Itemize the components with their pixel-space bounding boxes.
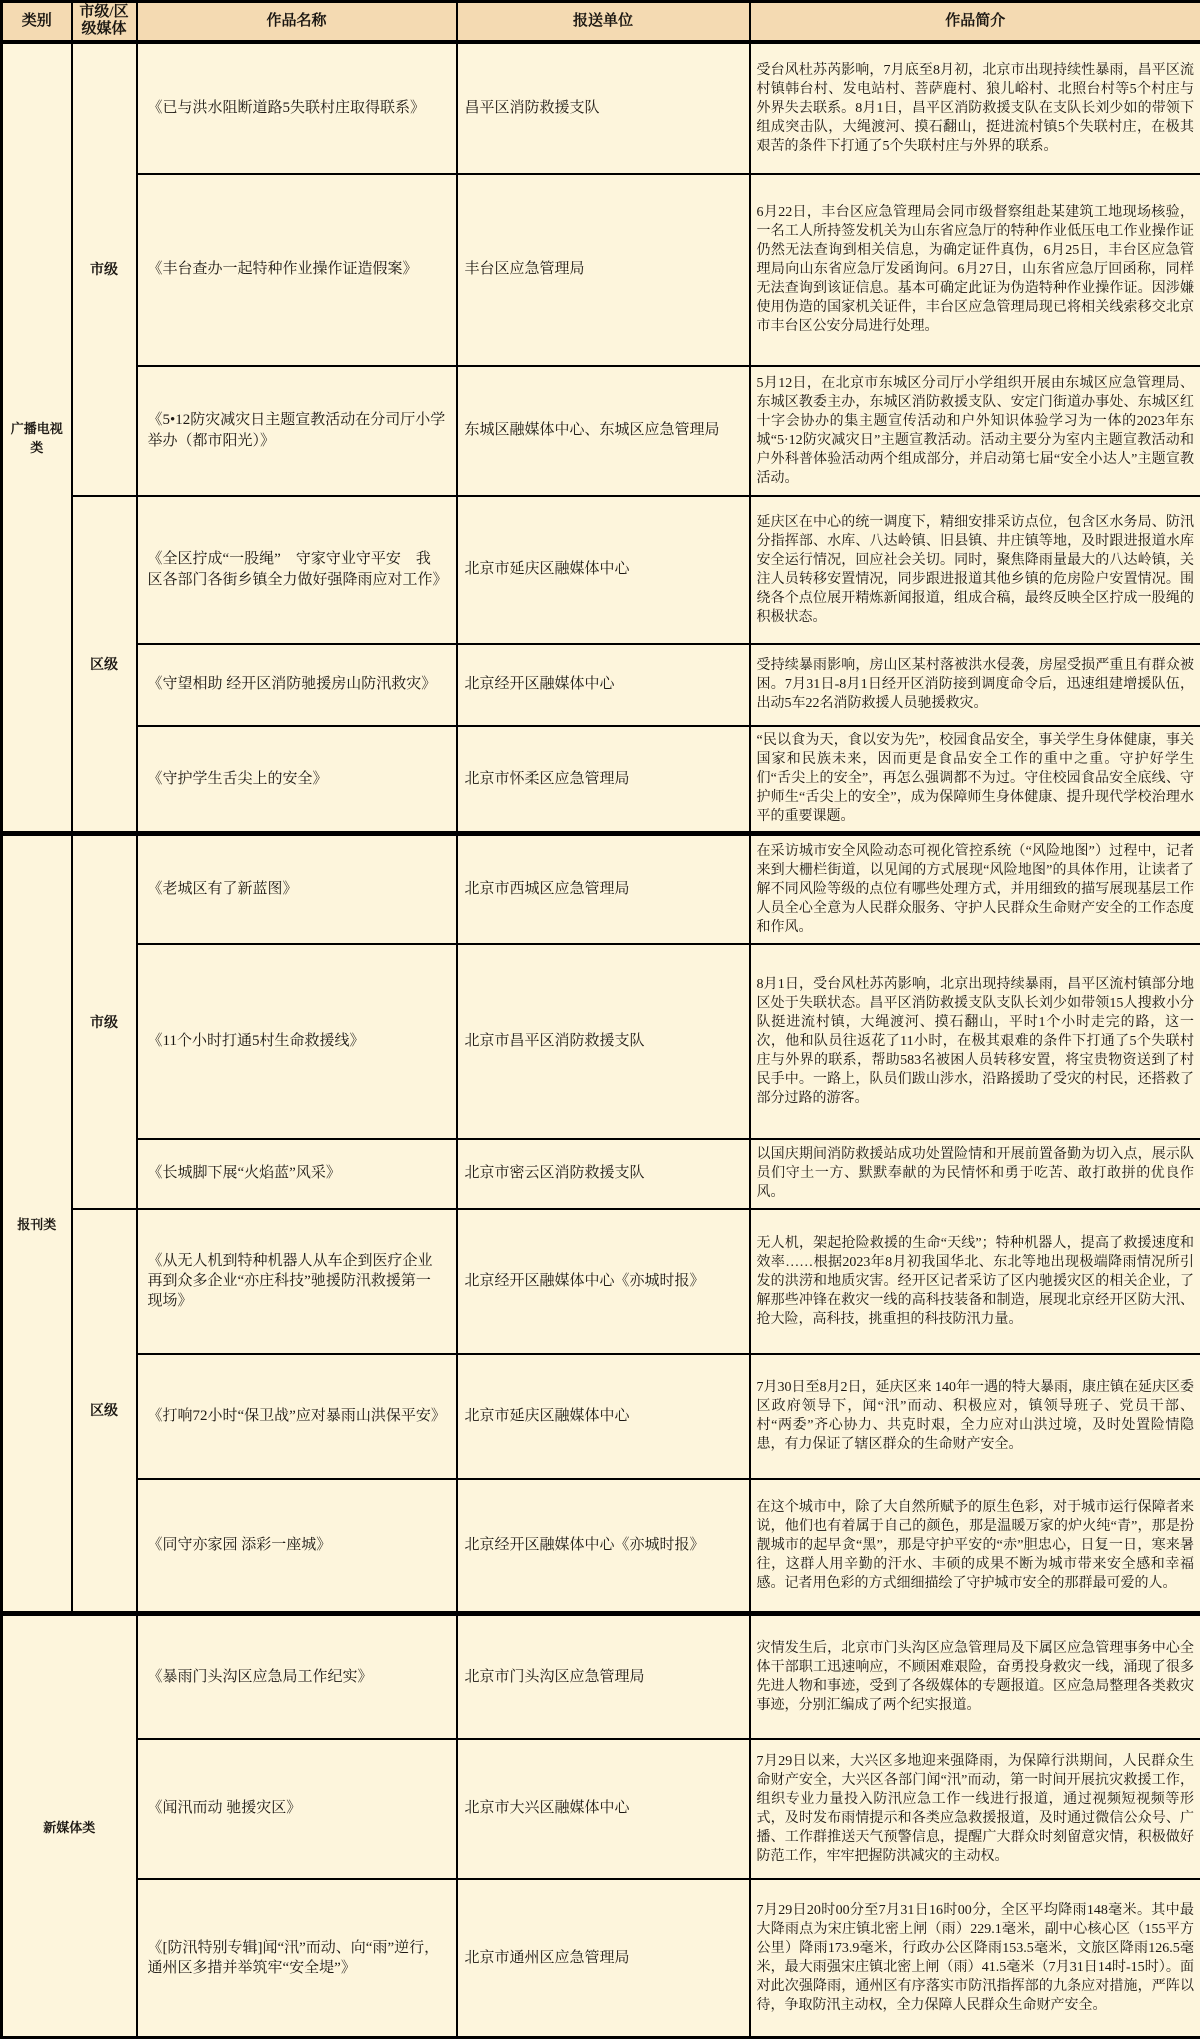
col-header-category: 类别 — [2, 2, 72, 42]
table-row — [2, 496, 1200, 644]
table-row — [2, 834, 1200, 944]
unit-cell: 北京市密云区消防救援支队 — [457, 1139, 750, 1209]
work-title-cell: 《[防汛特别专辑]闻“汛”而动、向“雨”逆行，通州区多措并举筑牢“安全堤”》 — [137, 1879, 457, 2038]
summary-cell: 7月30日至8月2日，延庆区来 140年一遇的特大暴雨，康庄镇在延庆区委区政府领导下，闻“汛”而动、积极应对，镇领导班子、党员干部、村“两委”齐心协力、共克时艰，全力应对山洪过境，及时处置险情隐患，有力保证了辖区群众的生命财产安全。 — [750, 1354, 1200, 1479]
unit-cell: 北京市门头沟区应急管理局 — [457, 1614, 750, 1739]
summary-cell: 无人机，架起抢险救援的生命“天线”；特种机器人，提高了救援速度和效率……根据2023年8月初我国华北、东北等地出现极端降雨情况所引发的洪涝和地质灾害。经开区记者采访了区内驰援灾区的相关企业，了解那些冲锋在救灾一线的高科技装备和制造，展现北京经开区防大汛、抢大险，高科技，挑重担的科技防汛力量。 — [750, 1209, 1200, 1354]
table-row — [2, 1354, 1200, 1479]
category-cell-broadcast: 广播电视类 — [2, 42, 72, 834]
table-row — [2, 726, 1200, 834]
work-title-cell: 《闻汛而动 驰援灾区》 — [137, 1739, 457, 1879]
work-title-cell: 《守护学生舌尖上的安全》 — [137, 726, 457, 834]
table-row — [2, 1479, 1200, 1614]
summary-cell: 8月1日，受台风杜苏芮影响，北京出现持续暴雨，昌平区流村镇部分地区处于失联状态。昌平区消防救援支队支队长刘少如带领15人搜救小分队挺进流村镇，大绳渡河、摸石翻山，平时1个小时走完的路，这一次，他和队员往返花了11小时，在极其艰难的条件下打通了5个失联村庄与外界的联系，帮助583名被困人员转移安置，将宝贵物资送到了村民手中。一路上，队员们跋山涉水，沿路援助了受灾的村民，还搭救了部分过路的游客。 — [750, 944, 1200, 1139]
level-cell-city: 市级 — [72, 834, 137, 1209]
work-title-cell: 《同守亦家园 添彩一座城》 — [137, 1479, 457, 1614]
table-row — [2, 366, 1200, 496]
level-cell-district: 区级 — [72, 1209, 137, 1614]
work-title-cell: 《暴雨门头沟区应急局工作纪实》 — [137, 1614, 457, 1739]
summary-cell: 在采访城市安全风险动态可视化管控系统（“风险地图”）过程中，记者来到大栅栏街道，以见闻的方式展现“风险地图”的具体作用，让读者了解不同风险等级的点位有哪些处理方式，并用细致的描写展现基层工作人员全心全意为人民群众服务、守护人民群众生命财产安全的工作态度和作风。 — [750, 834, 1200, 944]
table-row — [2, 1209, 1200, 1354]
category-cell-new-media: 新媒体类 — [2, 1614, 137, 2038]
work-title-cell: 《长城脚下展“火焰蓝”风采》 — [137, 1139, 457, 1209]
summary-cell: 受台风杜苏芮影响，7月底至8月初，北京市出现持续性暴雨，昌平区流村镇韩台村、发电站村、菩萨鹿村、狼儿峪村、北照台村等5个村庄与外界失去联系。8月1日，昌平区消防救援支队在支队长刘少如的带领下组成突击队，大绳渡河、摸石翻山，挺进流村镇5个失联村庄，在极其艰苦的条件下打通了5个失联村庄与外界的联系。 — [750, 42, 1200, 174]
unit-cell: 丰台区应急管理局 — [457, 174, 750, 366]
table-row — [2, 944, 1200, 1139]
summary-cell: 延庆区在中心的统一调度下，精细安排采访点位，包含区水务局、防汛分指挥部、水库、八达岭镇、旧县镇、井庄镇等地，及时跟进报道水库安全运行情况，回应社会关切。同时，聚焦降雨量最大的八达岭镇，关注人员转移安置情况，同步跟进报道其他乡镇的危房险户安置情况。围绕各个点位展开精炼新闻报道，组成合稿，最终反映全区拧成一股绳的积极状态。 — [750, 496, 1200, 644]
summary-cell: 受持续暴雨影响，房山区某村落被洪水侵袭，房屋受损严重且有群众被困。7月31日-8月1日经开区消防接到调度命令后，迅速组建增援队伍，出动5车22名消防救援人员驰援救灾。 — [750, 644, 1200, 726]
category-cell-press: 报刊类 — [2, 834, 72, 1614]
header-row — [2, 2, 1200, 42]
summary-cell: 灾情发生后，北京市门头沟区应急管理局及下属区应急管理事务中心全体干部职工迅速响应，不顾困难艰险，奋勇投身救灾一线，涌现了很多先进人物和事迹，受到了各级媒体的专题报道。区应急局整理各类救灾事迹，分别汇编成了两个纪实报道。 — [750, 1614, 1200, 1739]
col-header-media-level: 市级/区级媒体 — [72, 2, 137, 42]
unit-cell: 北京经开区融媒体中心 — [457, 644, 750, 726]
table-row — [2, 644, 1200, 726]
unit-cell: 北京市西城区应急管理局 — [457, 834, 750, 944]
unit-cell: 昌平区消防救援支队 — [457, 42, 750, 174]
summary-cell: 在这个城市中，除了大自然所赋予的原生色彩，对于城市运行保障者来说，他们也有着属于自己的颜色，那是温暖万家的炉火纯“青”，那是扮靓城市的起早贪“黑”，那是守护平安的“赤”胆忠心，日复一日，寒来暑往，这群人用辛勤的汗水、丰硕的成果不断为城市带来安全感和幸福感。记者用色彩的方式细细描绘了守护城市安全的那群最可爱的人。 — [750, 1479, 1200, 1614]
summary-cell: 5月12日，在北京市东城区分司厅小学组织开展由东城区应急管理局、东城区教委主办，东城区消防救援支队、安定门街道办事处、东城区红十字会协办的集主题宣传活动和户外知识体验学习为一体的2023年东城“5·12防灾减灾日”主题宣教活动。活动主要分为室内主题宣教活动和户外科普体验活动两个组成部分，并启动第七届“安全小达人”主题宣教活动。 — [750, 366, 1200, 496]
unit-cell: 北京市怀柔区应急管理局 — [457, 726, 750, 834]
unit-cell: 北京市大兴区融媒体中心 — [457, 1739, 750, 1879]
unit-cell: 东城区融媒体中心、东城区应急管理局 — [457, 366, 750, 496]
table-row — [2, 1139, 1200, 1209]
table-row — [2, 1614, 1200, 1739]
unit-cell: 北京市通州区应急管理局 — [457, 1879, 750, 2038]
table-row — [2, 1879, 1200, 2038]
unit-cell: 北京经开区融媒体中心《亦城时报》 — [457, 1479, 750, 1614]
work-title-cell: 《11个小时打通5村生命救援线》 — [137, 944, 457, 1139]
work-title-cell: 《已与洪水阻断道路5失联村庄取得联系》 — [137, 42, 457, 174]
col-header-work-summary: 作品简介 — [750, 2, 1200, 42]
unit-cell: 北京市延庆区融媒体中心 — [457, 496, 750, 644]
table-header — [2, 2, 1200, 42]
work-title-cell: 《老城区有了新蓝图》 — [137, 834, 457, 944]
table-row — [2, 174, 1200, 366]
summary-cell: 7月29日20时00分至7月31日16时00分，全区平均降雨148毫米。其中最大降雨点为宋庄镇北密上闸（雨）229.1毫米，副中心核心区（155平方公里）降雨173.9毫米，行政办公区降雨153.5毫米，文旅区降雨126.5毫米，最大雨强宋庄镇北密上闸（雨）41.5毫米（7月31日14时-15时）。面对此次强降雨，通州区有序落实市防汛指挥部的九条应对措施，严阵以待，争取防汛主动权，全力保障人民群众生命财产安全。 — [750, 1879, 1200, 2038]
work-title-cell: 《守望相助 经开区消防驰援房山防汛救灾》 — [137, 644, 457, 726]
work-title-cell: 《打响72小时“保卫战”应对暴雨山洪保平安》 — [137, 1354, 457, 1479]
work-title-cell: 《5•12防灾减灾日主题宣教活动在分司厅小学举办（都市阳光）》 — [137, 366, 457, 496]
unit-cell: 北京市昌平区消防救援支队 — [457, 944, 750, 1139]
work-title-cell: 《全区拧成“一股绳” 守家守业守平安 我区各部门各街乡镇全力做好强降雨应对工作》 — [137, 496, 457, 644]
level-cell-city: 市级 — [72, 42, 137, 496]
unit-cell: 北京经开区融媒体中心《亦城时报》 — [457, 1209, 750, 1354]
table-body — [2, 42, 1200, 2038]
table-row — [2, 1739, 1200, 1879]
level-cell-district: 区级 — [72, 496, 137, 834]
summary-cell: 以国庆期间消防救援站成功处置险情和开展前置备勤为切入点，展示队员们守土一方、默默奉献的为民情怀和勇于吃苦、敢打敢拼的优良作风。 — [750, 1139, 1200, 1209]
unit-cell: 北京市延庆区融媒体中心 — [457, 1354, 750, 1479]
summary-cell: “民以食为天，食以安为先”，校园食品安全，事关学生身体健康，事关国家和民族未来，因而更是食品安全工作的重中之重。守护好学生们“舌尖上的安全”，再怎么强调都不为过。守住校园食品安全底线、守护师生“舌尖上的安全”，成为保障师生身体健康、提升现代学校治理水平的重要课题。 — [750, 726, 1200, 834]
table-row — [2, 42, 1200, 174]
col-header-work-title: 作品名称 — [137, 2, 457, 42]
work-title-cell: 《从无人机到特种机器人从车企到医疗企业再到众多企业“亦庄科技”驰援防汛救援第一现场》 — [137, 1209, 457, 1354]
col-header-submitting-unit: 报送单位 — [457, 2, 750, 42]
work-title-cell: 《丰台查办一起特种作业操作证造假案》 — [137, 174, 457, 366]
summary-cell: 7月29日以来，大兴区多地迎来强降雨，为保障行洪期间，人民群众生命财产安全，大兴区各部门闻“汛”而动，第一时间开展抗灾救援工作，组织专业力量投入防汛应急工作一线进行报道，通过视频短视频等形式，及时发布雨情提示和各类应急救援报道，及时通过微信公众号、广播、工作群推送天气预警信息，提醒广大群众时刻留意灾情，积极做好防范工作，牢牢把握防洪减灾的主动权。 — [750, 1739, 1200, 1879]
summary-cell: 6月22日，丰台区应急管理局会同市级督察组赴某建筑工地现场核验，一名工人所持签发机关为山东省应急厅的特种作业低压电工作业操作证仍然无法查询到相关信息，为确定证件真伪，6月25日，丰台区应急管理局向山东省应急厅发函询问。6月27日，山东省应急厅回函称，同样无法查询到该证信息。基本可确定此证为伪造特种作业操作证。因涉嫌使用伪造的国家机关证件，丰台区应急管理局现已将相关线索移交北京市丰台区公安分局进行处理。 — [750, 174, 1200, 366]
